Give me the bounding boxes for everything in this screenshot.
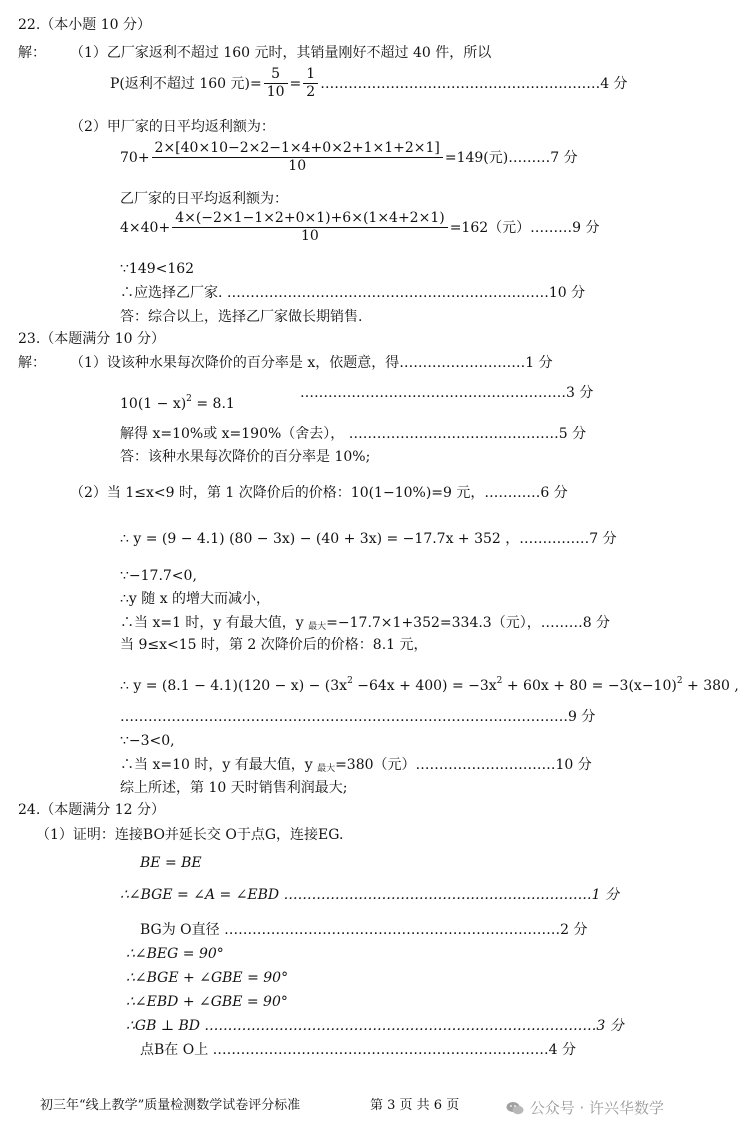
- q23-decreasing: ∴y 随 x 的增大而减小，: [120, 591, 271, 607]
- q23-solve: 解得 x=10%或 x=190%（舍去）， ………………………………………5 分: [120, 426, 587, 442]
- q24-line-2: ∴∠BGE = ∠A = ∠EBD …………………………………………………………1 分: [120, 887, 619, 903]
- q22-prob-tail: ……………………………………………………4 分: [320, 75, 628, 92]
- q23-profit-function-2: ∴ $y = (8.1 - 4.1)(120 - x) - (3x^2 -64x + 400) = -3x^2 + 60x + 80 = -3(x-10)^2 + 380$ ,: [120, 676, 739, 694]
- q22-part2: （2）甲厂家的日平均返利额为：: [70, 119, 275, 135]
- q23-part1: （1）设该种水果每次降价的百分率是 x，依题意，得………………………1 分: [70, 355, 553, 371]
- q22-yi-label: 乙厂家的日平均返利额为：: [120, 191, 288, 207]
- q23-jie: 解：: [18, 355, 46, 371]
- q22-yi-fraction: $\frac{4\times(-2\times 1-1\times 2+0\times 1)+6\times(1\times 4+2\times 1)}{10}$: [172, 210, 448, 245]
- q22-part1: （1）乙厂家返利不超过 160 元时，其销量刚好不超过 40 件，所以: [70, 45, 492, 61]
- q22-prob-lhs: P(返利不超过 160 元)=: [110, 75, 262, 92]
- q22-equals: =: [289, 75, 302, 92]
- q23-heading: 23.（本题满分 10 分）: [18, 331, 165, 347]
- q22-jia-fraction: $\frac{2\times[40\times 10-2\times 2-1\times 4+0\times 2+1\times 1+2\times 1]}{10}$: [152, 140, 443, 175]
- footer-page-number: 第 3 页 共 6 页: [370, 1098, 460, 1113]
- q22-fraction-5-10: $\frac{5}{10}$: [264, 66, 288, 101]
- q23-part3: 当 9≤x<15 时，第 2 次降价后的价格：8.1 元，: [120, 637, 428, 653]
- q23-since-1: ∵−17.7<0,: [120, 568, 197, 584]
- q24-line-6: ∴∠EBD + ∠GBE = 90°: [126, 994, 288, 1010]
- q22-probability-line: [110, 66, 628, 101]
- q24-part1: （1）证明：连接BO并延长交 O于点G，连接EG.: [36, 827, 344, 843]
- q23-equation-1: $10(1 - x)^2 = 8.1$: [120, 394, 235, 412]
- q22-answer: 答：综合以上，选择乙厂家做长期销售.: [120, 309, 363, 325]
- watermark-text: 公众号 · 许兴华数学: [529, 1099, 664, 1117]
- footer-title: 初三年“线上教学”质量检测数学试卷评分标准: [40, 1098, 301, 1113]
- q22-heading: 22.（本小题 10 分）: [18, 17, 151, 33]
- q24-line-4: ∴∠BEG = 90°: [126, 946, 224, 962]
- q22-since: ∵149<162: [120, 261, 195, 277]
- q23-part2: （2）当 1≤x<9 时，第 1 次降价后的价格：10(1−10%)=9 元，…………6 分: [70, 485, 568, 501]
- q23-profit-function-1: ∴ y = (9 − 4.1) (80 − 3x) − (40 + 3x) = −17.7x + 352 ，……………7 分: [120, 531, 617, 547]
- q23-equation-1-tail: …………………………………………………3 分: [300, 385, 594, 401]
- q22-therefore: ∴应选择乙厂家. ……………………………………………………………10 分: [120, 285, 586, 301]
- q24-heading: 24.（本题满分 12 分）: [18, 802, 165, 818]
- q24-line-1: BE = BE: [140, 855, 202, 871]
- q22-fraction-1-2: $\frac{1}{2}$: [303, 66, 318, 101]
- q23-answer-1: 答：该种水果每次降价的百分率是 10%;: [120, 449, 371, 465]
- q22-jia-formula: 70+ $\frac{2\times[40\times 10-2\times 2-1\times 4+0\times 2+1\times 1+2\times 1]}{10}$ =149(元)………7 分: [120, 140, 578, 174]
- q23-max-1: ∴当 x=1 时，y 有最大值，y $_{最大}$=−17.7×1+352=334.3（元），………8 分: [120, 615, 611, 632]
- q23-summary: 综上所述，第 10 天时销售利润最大;: [120, 780, 348, 796]
- q23-dots-9: ……………………………………………………………………………………9 分: [120, 709, 596, 725]
- q22-yi-formula: 4×40+ $\frac{4\times(-2\times 1-1\times 2+0\times 1)+6\times(1\times 4+2\times 1)}{10}$ =162（元）………9 分: [120, 210, 600, 244]
- q24-line-3: BG为 O直径 ………………………………………………………………2 分: [140, 922, 588, 938]
- q24-line-7: ∴GB ⊥ BD …………………………………………………………………………3 分: [126, 1018, 624, 1034]
- q24-line-8: 点B在 O上 ………………………………………………………………4 分: [140, 1042, 577, 1058]
- q23-max-2: ∴当 x=10 时，y 有最大值，y $_{最大}$=380（元）…………………………10 分: [120, 757, 592, 774]
- q24-line-5: ∴∠BGE + ∠GBE = 90°: [126, 970, 289, 986]
- q22-jie: 解：: [18, 45, 46, 61]
- q23-since-2: ∵−3<0,: [120, 733, 175, 749]
- wechat-icon: [506, 1101, 524, 1115]
- watermark: [506, 1097, 664, 1118]
